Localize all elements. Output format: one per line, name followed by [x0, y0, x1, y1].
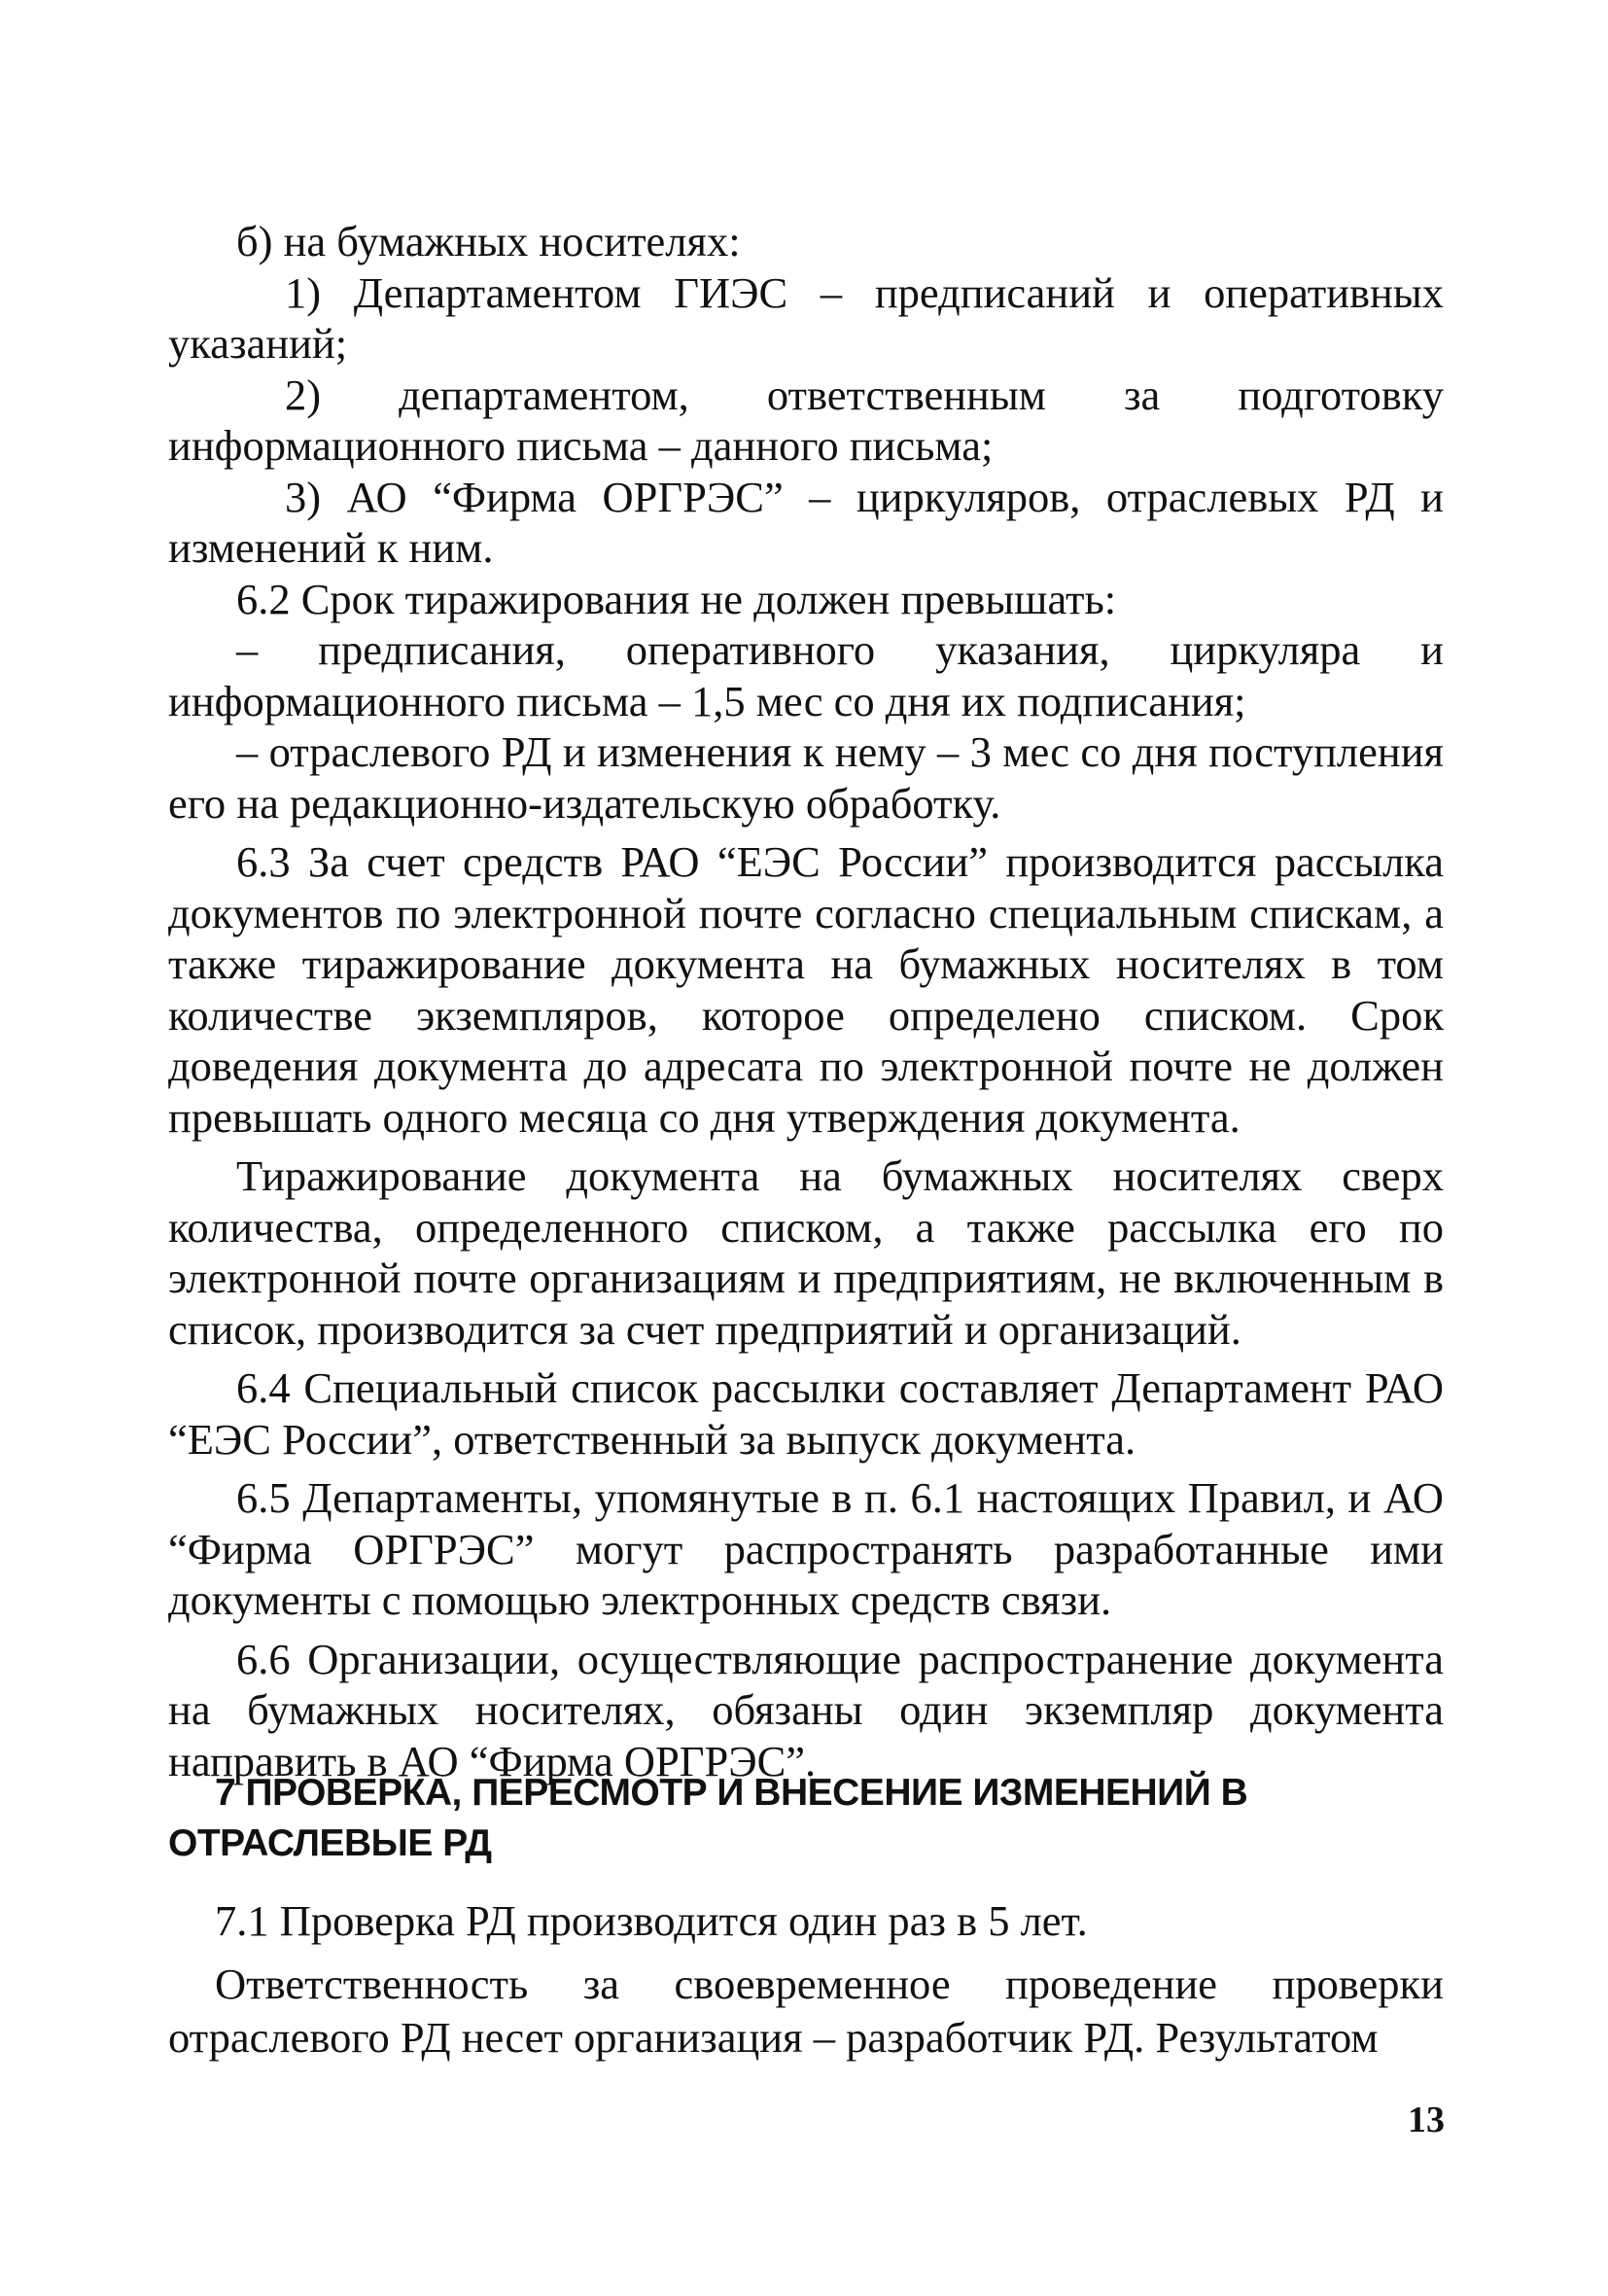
- paragraph-6-2: 6.2 Срок тиражирования не должен превышать:: [236, 574, 1117, 623]
- paragraph-6-4: 6.4 Специальный список рассылки составляет Департамент РАО “ЕЭС России”, ответственный за выпуск документа.: [168, 1363, 1444, 1464]
- paragraph-item-2: 2) департаментом, ответственным за подготовку информационного письма – данного письма;: [168, 370, 1444, 470]
- paragraph-6-3-continued: Тиражирование документа на бумажных носителях сверх количества, определенного списком, а также рассылка его по электронной почте организациям и предприятиям, не включенным в список, производится за счет предприятий и организаций.: [168, 1151, 1444, 1354]
- paragraph-item-1: 1) Департаментом ГИЭС – предписаний и оперативных указаний;: [168, 267, 1444, 368]
- paragraph-item-3: 3) АО “Фирма ОРГРЭС” – циркуляров, отраслевых РД и изменений к ним.: [168, 472, 1444, 572]
- page-number: 13: [1408, 2100, 1445, 2140]
- paragraph-7-1: 7.1 Проверка РД производится один раз в 5 лет.: [215, 1896, 1088, 1945]
- paragraph-6-2-dash-2: – отраслевого РД и изменения к нему – 3 мес со дня поступления его на редакционно-издательскую обработку.: [168, 727, 1444, 828]
- paragraph-6-5: 6.5 Департаменты, упомянутые в п. 6.1 настоящих Правил, и АО “Фирма ОРГРЭС” могут распространять разработанные ими документы с помощью электронных средств связи.: [168, 1473, 1444, 1624]
- paragraph-6-6: 6.6 Организации, осуществляющие распространение документа на бумажных носителях, обязаны один экземпляр документа направить в АО “Фирма ОРГРЭС”.: [168, 1634, 1444, 1785]
- section-7-body: [168, 1894, 1444, 2065]
- paragraph-7-1-responsibility: Ответственность за своевременное проведение проверки отраслевого РД несет организация – разработчик РД. Результатом: [168, 1960, 1444, 2062]
- paragraph-6-3: 6.3 За счет средств РАО “ЕЭС России” производится рассылка документов по электронной почте согласно специальным спискам, а также тиражирование документа на бумажных носителях в том количестве экземпляров, которое определено списком. Срок доведения документа до адресата по электронной почте не должен превышать одного месяца со дня утверждения документа.: [168, 837, 1444, 1142]
- paragraph-paper-media: б) на бумажных носителях:: [236, 217, 741, 265]
- section-6-body: [168, 216, 1444, 1786]
- section-7-heading: 7 ПРОВЕРКА, ПЕРЕСМОТР И ВНЕСЕНИЕ ИЗМЕНЕНИЙ В ОТРАСЛЕВЫЕ РД: [168, 1772, 1248, 1864]
- paragraph-6-2-dash-1: – предписания, оперативного указания, циркуляра и информационного письма – 1,5 мес со дня их подписания;: [168, 625, 1444, 725]
